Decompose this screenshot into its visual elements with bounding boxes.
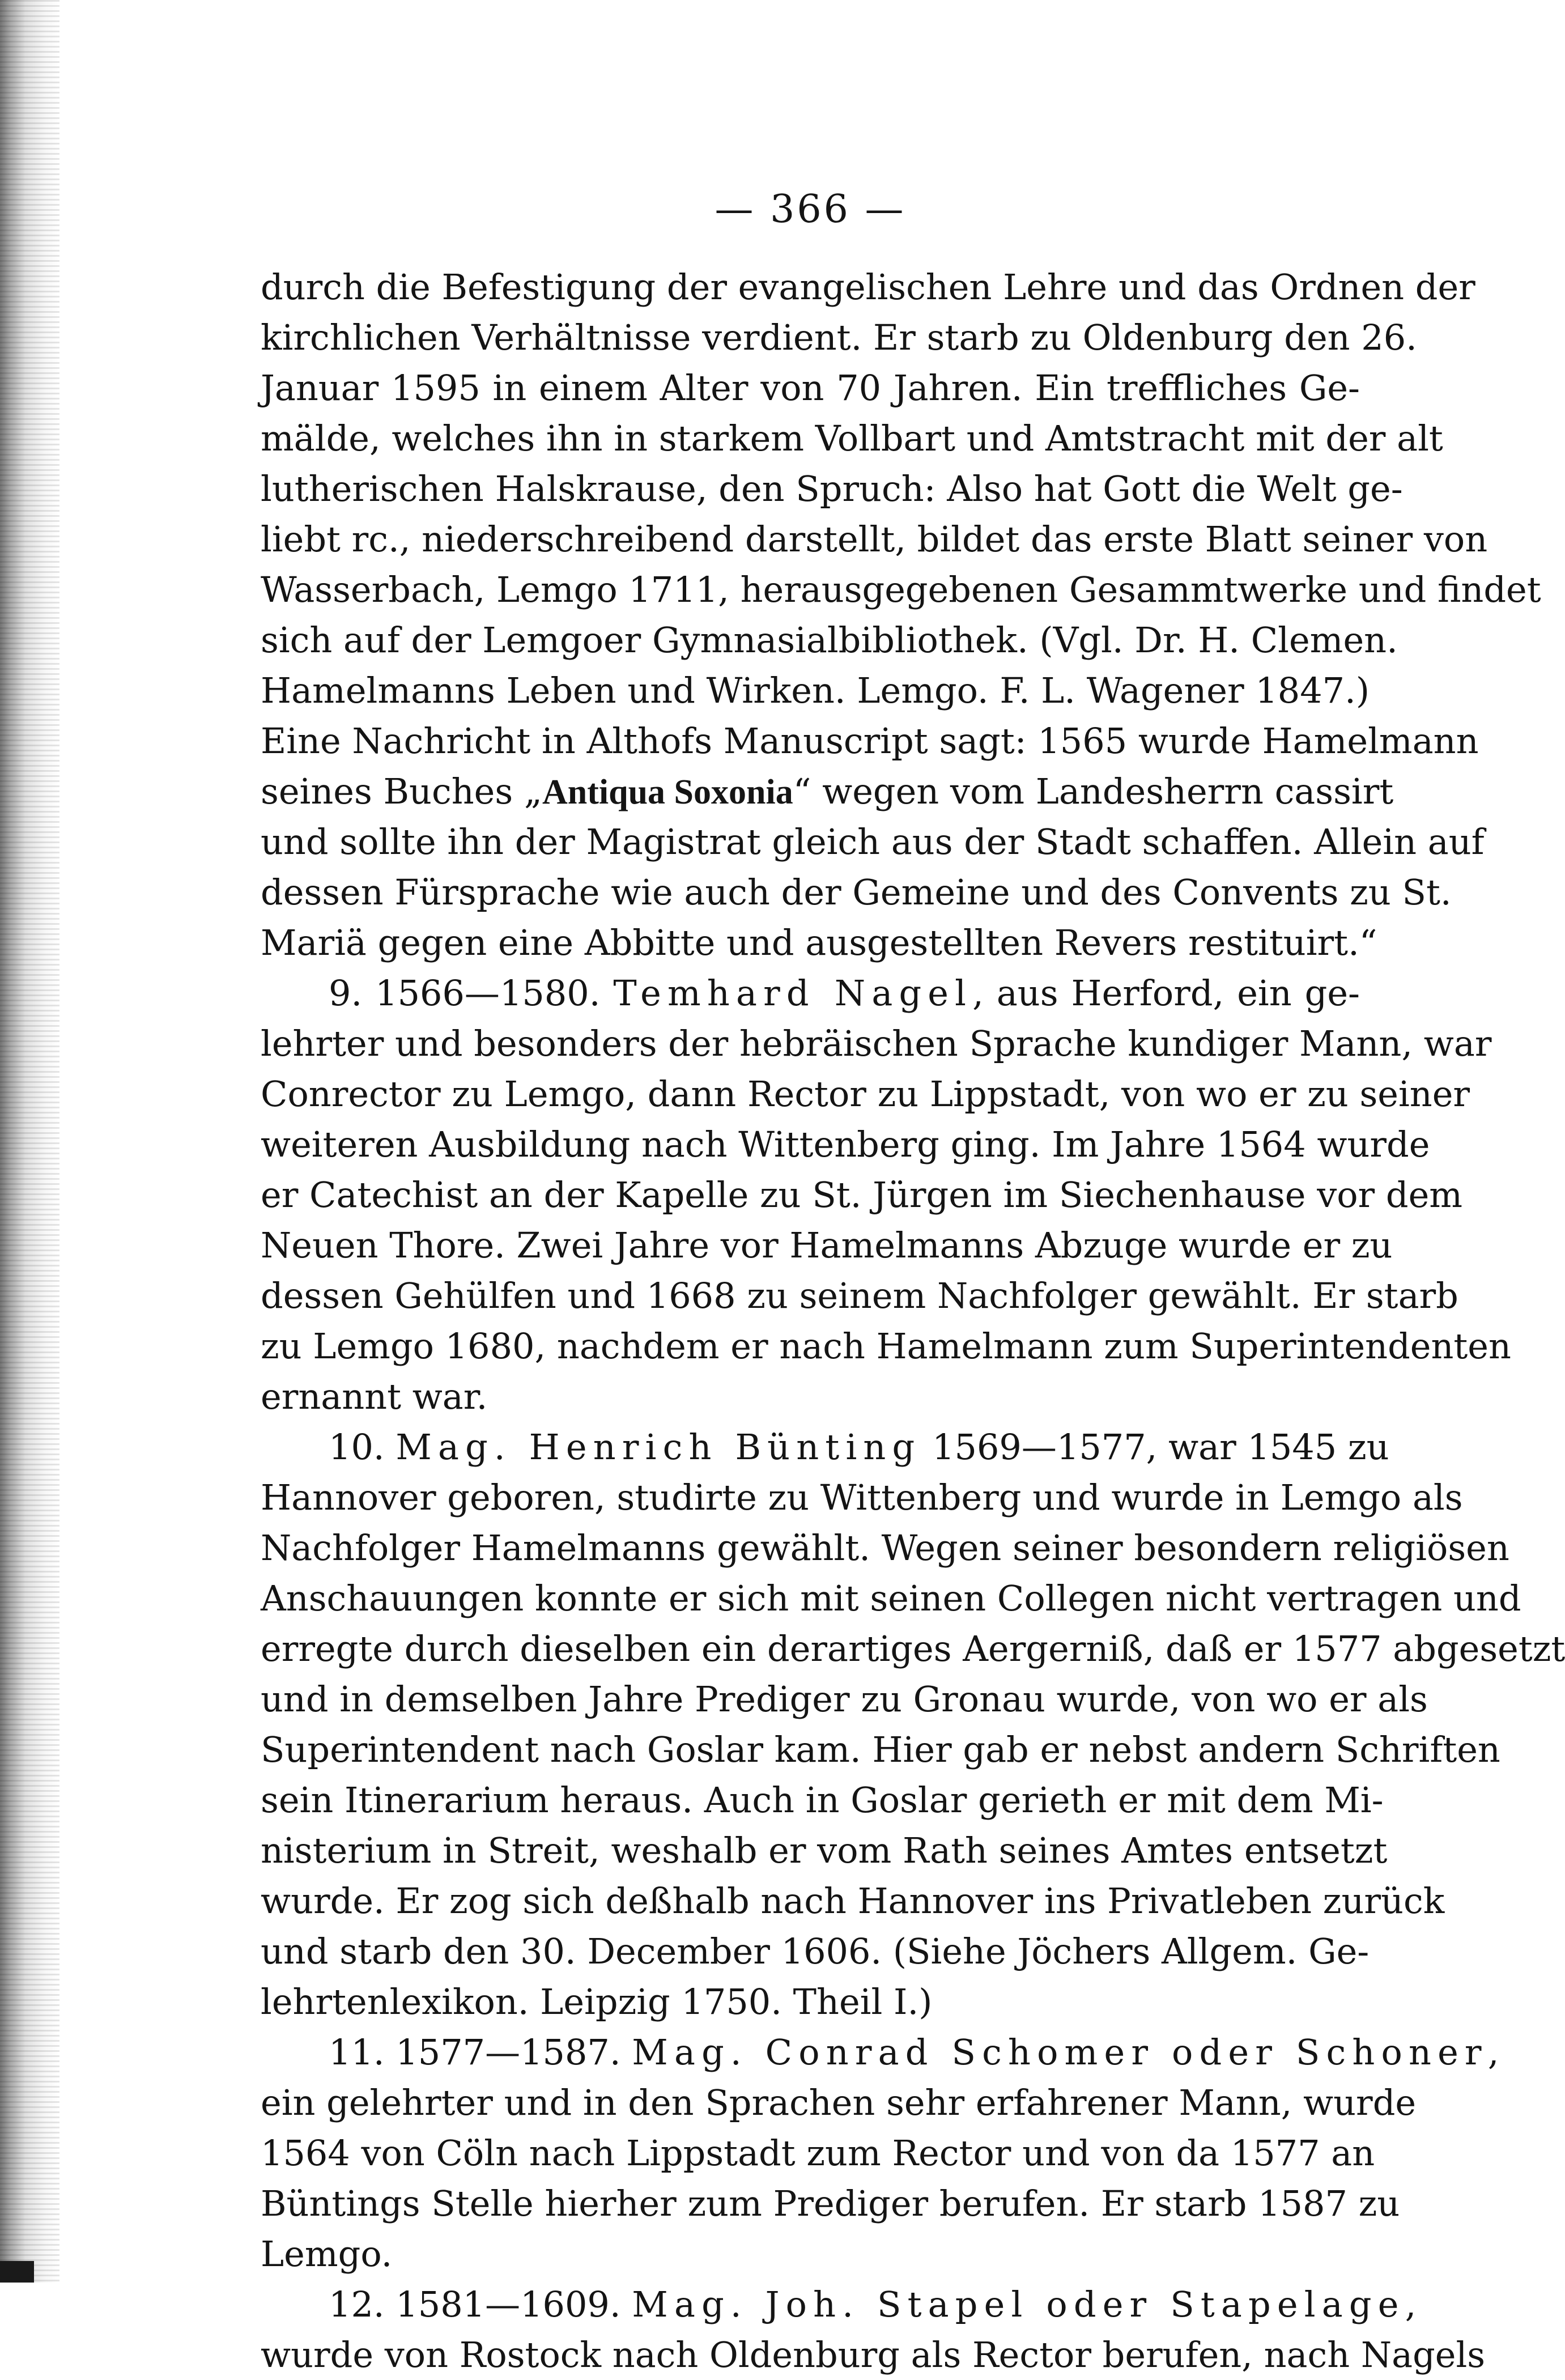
text-line: Mariä gegen eine Abbitte und ausgestellten Revers restituirt.“ — [261, 922, 1377, 963]
text-line: mälde, welches ihn in starkem Vollbart und Amtstracht mit der alt — [261, 418, 1443, 459]
person-name: Temhard Nagel — [613, 972, 973, 1014]
text-line: wurde. Er zog sich deßhalb nach Hannover ins Privatleben zurück — [261, 1880, 1445, 1922]
text-line: Januar 1595 in einem Alter von 70 Jahren. Ein treffliches Ge- — [261, 367, 1360, 409]
book-title: Antiqua Soxonia — [542, 773, 793, 811]
text-line: erregte durch dieselben ein derartiges Aergerniß, daß er 1577 abgesetzt — [261, 1628, 1565, 1669]
text-line: Wasserbach, Lemgo 1711, herausgegebenen Gesammtwerke und findet — [261, 569, 1541, 610]
page-number: — 366 — — [715, 187, 906, 232]
entry-heading-12 — [261, 2279, 1417, 2330]
text-line: zu Lemgo 1680, nachdem er nach Hamelmann zum Superintendenten — [261, 1325, 1511, 1367]
person-name: Mag. Joh. Stapel oder Stapelage — [632, 2284, 1405, 2325]
text-line: Anschauungen konnte er sich mit seinen Collegen nicht vertragen und — [261, 1578, 1521, 1619]
text-line: Hannover geboren, studirte zu Wittenberg und wurde in Lemgo als — [261, 1477, 1463, 1518]
text-line: dessen Fürsprache wie auch der Gemeine und des Convents zu St. — [261, 872, 1452, 913]
person-name: Mag. Conrad Schomer oder Schoner — [632, 2032, 1488, 2073]
person-name: Mag. Henrich Bünting — [395, 1426, 921, 1468]
text-segment: , — [1487, 2032, 1499, 2073]
text-segment: 11. 1577—1587. — [329, 2032, 632, 2073]
text-line: und in demselben Jahre Prediger zu Gronau wurde, von wo er als — [261, 1678, 1428, 1720]
text-line: Neuen Thore. Zwei Jahre vor Hamelmanns Abzuge wurde er zu — [261, 1225, 1393, 1266]
text-line: Superintendent nach Goslar kam. Hier gab er nebst andern Schriften — [261, 1729, 1500, 1770]
text-line: lehrter und besonders der hebräischen Sprache kundiger Mann, war — [261, 1023, 1492, 1064]
text-line: wurde von Rostock nach Oldenburg als Rector berufen, nach Nagels — [261, 2334, 1486, 2375]
text-line: ernannt war. — [261, 1376, 488, 1417]
scan-corner-mark — [0, 2261, 34, 2283]
text-line — [261, 766, 1394, 817]
text-segment: 9. 1566—1580. — [329, 972, 614, 1014]
scan-binding-shadow — [0, 0, 59, 2283]
text-line: sich auf der Lemgoer Gymnasialbibliothek. (Vgl. Dr. H. Clemen. — [261, 619, 1398, 661]
text-line: ein gelehrter und in den Sprachen sehr erfahrener Mann, wurde — [261, 2082, 1417, 2123]
text-segment: , aus Herford, ein ge- — [972, 972, 1360, 1014]
text-line: lutherischen Halskrause, den Spruch: Also hat Gott die Welt ge- — [261, 468, 1403, 509]
entry-heading-9 — [261, 968, 1360, 1018]
text-line: weiteren Ausbildung nach Wittenberg ging. Im Jahre 1564 wurde — [261, 1124, 1430, 1165]
text-line: Lemgo. — [261, 2233, 393, 2275]
entry-heading-10 — [261, 1422, 1389, 1472]
text-line: lehrtenlexikon. Leipzig 1750. Theil I.) — [261, 1981, 933, 2022]
text-line: dessen Gehülfen und 1668 zu seinem Nachfolger gewählt. Er starb — [261, 1275, 1458, 1316]
text-line: Nachfolger Hamelmanns gewählt. Wegen seiner besondern religiösen — [261, 1527, 1509, 1569]
text-segment: 12. 1581—1609. — [329, 2284, 632, 2325]
text-line: und starb den 30. December 1606. (Siehe Jöchers Allgem. Ge- — [261, 1931, 1370, 1972]
text-line: und sollte ihn der Magistrat gleich aus der Stadt schaffen. Allein auf — [261, 821, 1485, 862]
entry-heading-11 — [261, 2027, 1499, 2077]
text-line: Conrector zu Lemgo, dann Rector zu Lippstadt, von wo er zu seiner — [261, 1073, 1470, 1115]
text-line: Eine Nachricht in Althofs Manuscript sagt: 1565 wurde Hamelmann — [261, 720, 1479, 762]
text-segment: “ wegen vom Landesherrn cassirt — [793, 771, 1394, 812]
text-segment: 1569—1577, war 1545 zu — [921, 1426, 1389, 1468]
body-text — [261, 262, 1565, 2380]
text-line: liebt rc., niederschreibend darstellt, bildet das erste Blatt seiner von — [261, 518, 1488, 560]
text-line: kirchlichen Verhältnisse verdient. Er starb zu Oldenburg den 26. — [261, 317, 1417, 358]
text-line: nisterium in Streit, weshalb er vom Rath seines Amtes entsetzt — [261, 1830, 1388, 1871]
text-line: Büntings Stelle hierher zum Prediger berufen. Er starb 1587 zu — [261, 2183, 1400, 2224]
text-line: Hamelmanns Leben und Wirken. Lemgo. F. L. Wagener 1847.) — [261, 670, 1370, 711]
text-line: sein Itinerarium heraus. Auch in Goslar gerieth er mit dem Mi- — [261, 1779, 1384, 1821]
text-segment: , — [1405, 2284, 1417, 2325]
text-segment: 10. — [329, 1426, 396, 1468]
text-segment: seines Buches „ — [261, 771, 542, 812]
text-line: 1564 von Cöln nach Lippstadt zum Rector und von da 1577 an — [261, 2132, 1375, 2174]
text-line: durch die Befestigung der evangelischen Lehre und das Ordnen der — [261, 266, 1475, 308]
text-line: er Catechist an der Kapelle zu St. Jürgen im Siechenhause vor dem — [261, 1174, 1463, 1216]
